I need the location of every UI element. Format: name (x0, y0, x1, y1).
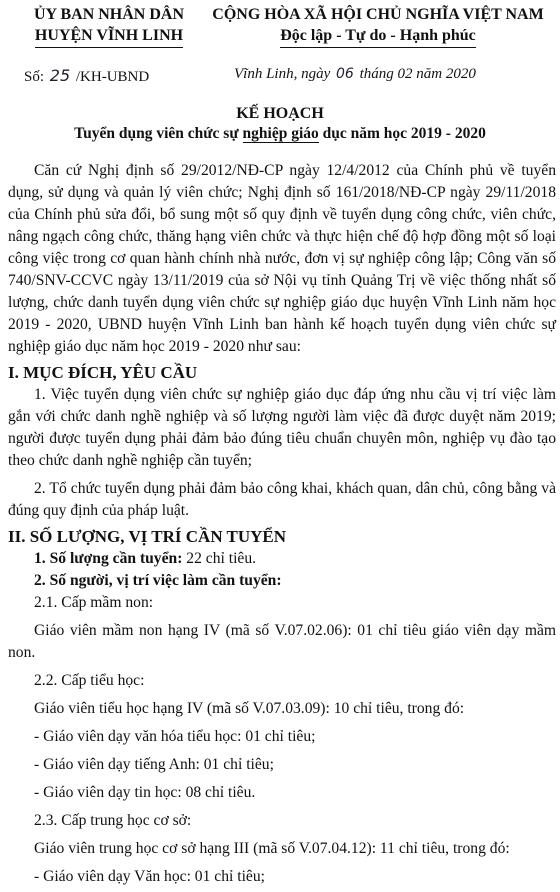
subtitle-underlined: nghiệp giáo (242, 125, 319, 142)
doc-number-suffix: /KH-UBND (75, 69, 150, 85)
section-2-item-1 (8, 548, 556, 570)
national-heading (200, 4, 556, 48)
subsection-2-1-heading: 2.1. Cấp mầm non: (34, 594, 154, 611)
place-and-date (234, 66, 476, 83)
document-body (8, 160, 556, 888)
document-number (24, 66, 149, 86)
agency-line-1: ỦY BAN NHÂN DÂN (33, 6, 185, 23)
subsection-2-3-bullet-1: - Giáo viên dạy Văn học: 01 chỉ tiêu; (34, 868, 265, 885)
date-month-year: tháng 02 năm 2020 (359, 66, 476, 82)
document-subtitle (0, 124, 560, 144)
intro-paragraph: Căn cứ Nghị định số 29/2012/NĐ-CP ngày 12/4/2012 của Chính phủ về tuyển dụng, sử dụng và quản lý viên chức; Nghị định số 161/2018/NĐ-CP ngày 29/11/2018 của Chính phủ sửa đổi, bổ sung một số quy định về tuyển dụng công chức, viên chức, nâng ngạch công chức, thăng hạng viên chức và thực hiện chế độ hợp đồng một số loại công việc trong cơ quan hành chính nhà nước, đơn vị sự nghiệp công lập; Công văn số 740/SNV-CCVC ngày 13/11/2019 của sở Nội vụ tỉnh Quảng Trị về việc thống nhất số lượng, chức danh tuyển dụng viên chức sự nghiệp giáo dục huyện Vĩnh Linh năm học 2019 - 2020, UBND huyện Vĩnh Linh ban hành kế hoạch tuyển dụng viên chức sự nghiệp giáo dục năm học 2019 - 2020 như sau: (8, 162, 556, 355)
subsection-2-3-heading: 2.3. Cấp trung học cơ sở: (34, 812, 192, 829)
document-title: KẾ HOẠCH (236, 105, 324, 122)
nation-name: CỘNG HÒA XÃ HỘI CHỦ NGHĨA VIỆT NAM (212, 6, 544, 23)
subsection-2-3-text: Giáo viên trung học cơ sở hạng III (mã số V.07.04.12): 11 chỉ tiêu, trong đó: (34, 840, 510, 857)
subsection-2-2-bullet-2: - Giáo viên dạy tiếng Anh: 01 chỉ tiêu; (34, 756, 274, 773)
place-prefix: Vĩnh Linh, ngày (234, 66, 331, 82)
section-1-paragraph-2: 2. Tổ chức tuyển dụng phải đảm bảo công khai, khách quan, dân chủ, công bằng và đúng quy định của pháp luật. (8, 480, 556, 519)
document-header (0, 4, 560, 104)
subsection-2-2-heading: 2.2. Cấp tiểu học: (34, 672, 145, 689)
subsection-2-2-bullet-3: - Giáo viên dạy tin học: 08 chỉ tiêu. (34, 784, 256, 801)
subsection-2-2-bullet-1: - Giáo viên dạy văn hóa tiểu học: 01 chỉ tiêu; (34, 728, 316, 745)
item-1-label: 1. Số lượng cần tuyển: (34, 550, 183, 567)
issuing-agency (14, 4, 204, 48)
agency-line-2: HUYỆN VĨNH LINH (35, 25, 183, 48)
section-2-item-2: 2. Số người, vị trí việc làm cần tuyển: (34, 572, 282, 589)
section-1-heading: I. MỤC ĐÍCH, YÊU CẦU (8, 363, 198, 382)
section-1-paragraph-1: 1. Việc tuyển dụng viên chức sự nghiệp giáo dục đáp ứng nhu cầu vị trí việc làm gắn với chức danh nghề nghiệp và số lượng người làm việc đã được duyệt năm 2019; người được tuyển dụng phải đảm bảo đúng tiêu chuẩn chuyên môn, nghiệp vụ đào tạo theo chức danh nghề nghiệp cần tuyển; (8, 386, 556, 469)
doc-number-handwritten: 25 (49, 66, 71, 85)
subsection-2-2-text: Giáo viên tiểu học hạng IV (mã số V.07.03.09): 10 chỉ tiêu, trong đó: (34, 700, 465, 717)
section-2-heading: II. SỐ LƯỢNG, VỊ TRÍ CẦN TUYỂN (8, 527, 287, 546)
date-day-handwritten: 06 (336, 66, 354, 82)
national-motto: Độc lập - Tự do - Hạnh phúc (280, 25, 476, 48)
subtitle-part-2: dục năm học 2019 - 2020 (318, 125, 486, 142)
subtitle-part-1: Tuyển dụng viên chức sự (74, 125, 243, 142)
item-1-value: 22 chỉ tiêu. (182, 550, 257, 567)
subsection-2-1-text: Giáo viên mầm non hạng IV (mã số V.07.02.06): 01 chỉ tiêu giáo viên dạy mầm non. (8, 622, 556, 661)
doc-number-prefix: Số: (24, 69, 45, 85)
